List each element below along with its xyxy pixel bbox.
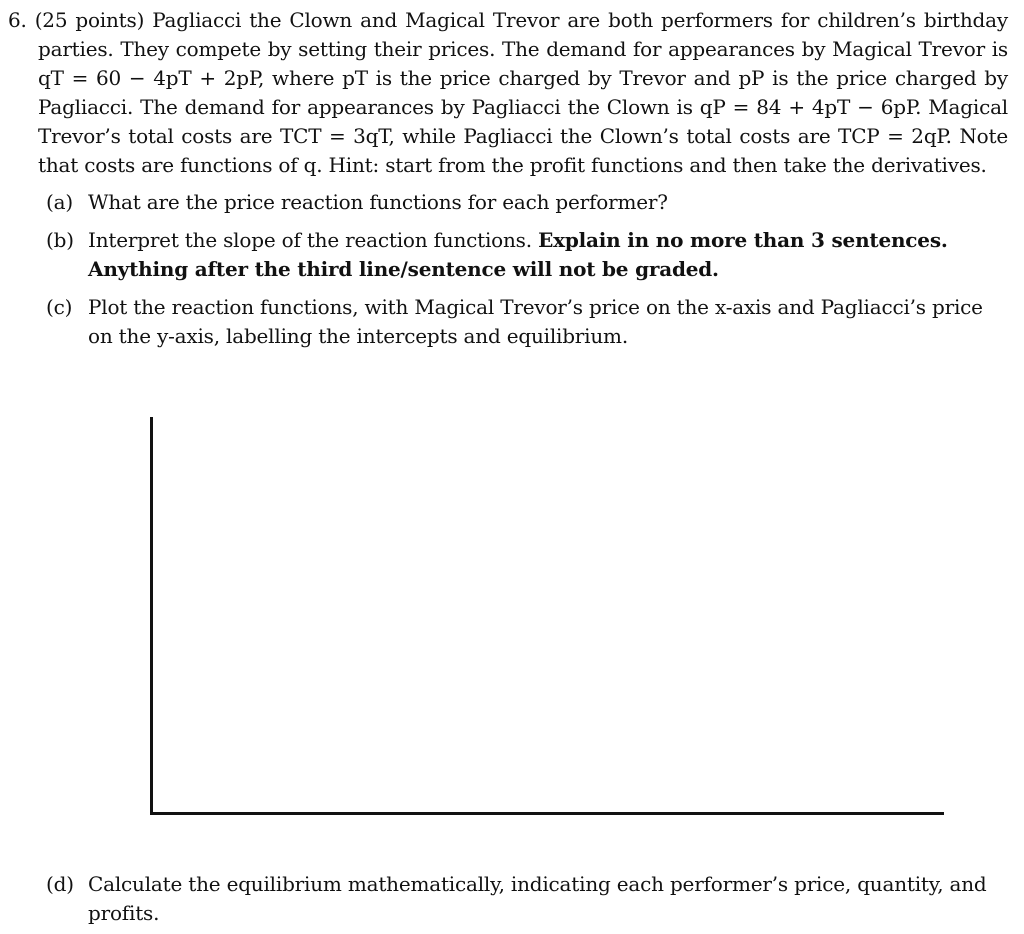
part-a xyxy=(8,188,1008,217)
problem-text: 6. (25 points) Pagliacci the Clown and Magical Trevor are both performers for children’s birthday parties. They compete by setting their prices. The demand for appearances by Magical Trevor is qT = 60 − 4pT + 2pP, where pT is the price charged by Trevor and pP is the price charged by Pagliacci. The demand for appearances by Pagliacci the Clown is qP = 84 + 4pT − 6pP. Magical Trevor’s total costs are TCT = 3qT, while Pagliacci the Clown’s total costs are TCP = 2qP. Note that costs are functions of q. Hint: start from the profit functions and then take the derivatives. xyxy=(8,8,1008,177)
part-b-text: Interpret the slope of the reaction functions. xyxy=(88,228,532,252)
problem-statement xyxy=(8,6,1008,360)
blank-plot-area xyxy=(150,417,944,815)
part-d-text: Calculate the equilibrium mathematically, indicating each performer’s price, quantity, and profits. xyxy=(88,872,987,925)
part-a-label: (a) xyxy=(46,190,73,214)
part-c xyxy=(8,293,1008,351)
part-c-label: (c) xyxy=(46,295,73,319)
part-b-bold-instruction: Explain in no more than 3 sentences. Anything after the third line/sentence will not be graded. xyxy=(88,228,948,281)
part-b xyxy=(8,226,1008,284)
part-d-container xyxy=(8,870,1008,928)
y-axis-line xyxy=(150,417,153,815)
part-c-text: Plot the reaction functions, with Magical Trevor’s price on the x-axis and Pagliacci’s price on the y-axis, labelling the intercepts and equilibrium. xyxy=(88,295,983,348)
x-axis-line xyxy=(150,812,944,815)
part-d-label: (d) xyxy=(46,872,74,896)
part-b-label: (b) xyxy=(46,228,74,252)
question-parts xyxy=(8,188,1008,351)
part-a-text: What are the price reaction functions for each performer? xyxy=(88,190,668,214)
part-d xyxy=(8,870,1008,928)
